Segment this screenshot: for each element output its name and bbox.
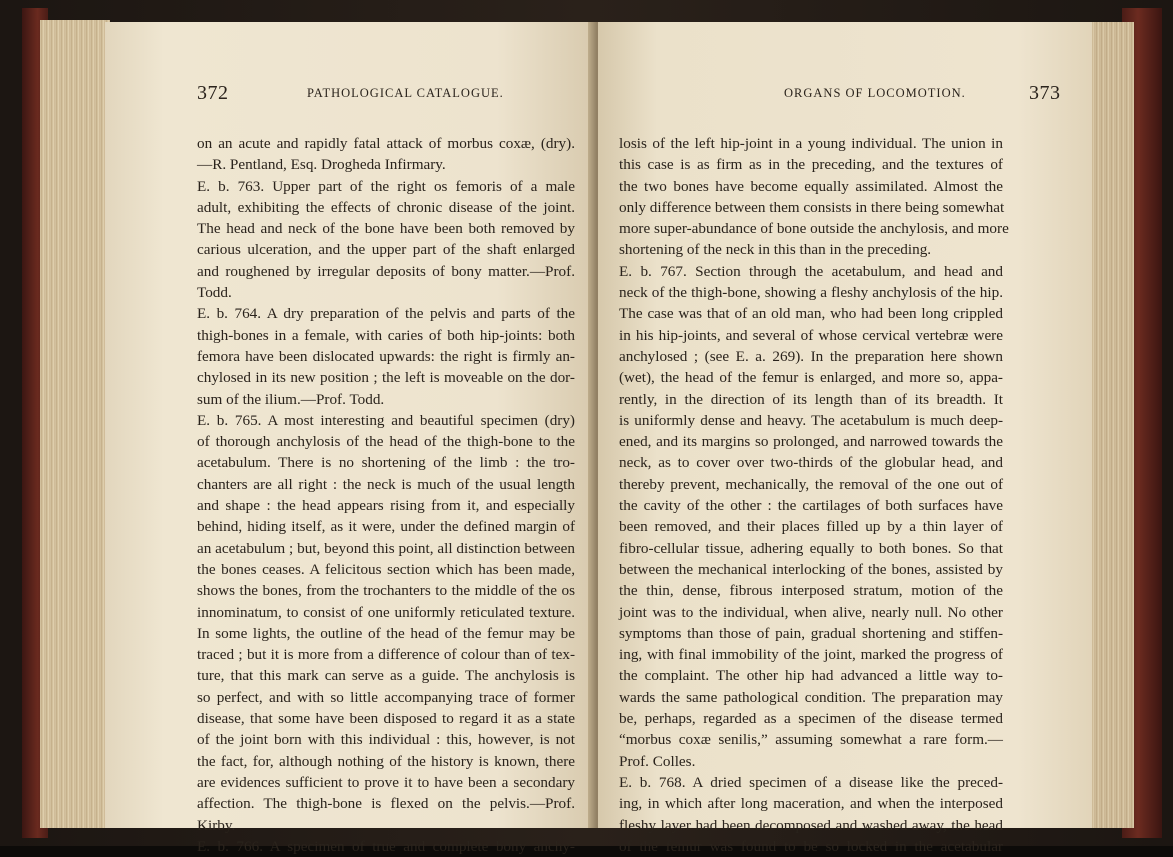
text-line: The head and neck of the bone have been both removed by	[197, 220, 575, 238]
text-line: is uniformly dense and heavy. The acetabulum is much deep-	[619, 411, 1003, 429]
text-line: anchylosed ; (see E. a. 269). In the preparation here shown	[619, 347, 1003, 365]
text-line: the fact, for, although nothing of the history is known, there	[197, 752, 575, 770]
text-line: be, perhaps, regarded as a specimen of the disease termed	[619, 710, 1003, 728]
text-line: only difference between them consists in there being somewhat	[619, 198, 1005, 216]
text-line: affection. The thigh-bone is flexed on the pelvis.—Prof.	[197, 795, 575, 813]
text-line: been removed, and their places filled up by a thin layer of	[619, 518, 1003, 536]
text-line: losis of the left hip-joint in a young individual. The union in	[619, 135, 1003, 152]
text-line: ing, in which after long maceration, and when the interposed	[619, 795, 1003, 813]
right-page-header	[619, 82, 1069, 106]
right-page	[598, 22, 1092, 855]
text-line: ened, and its margins so prolonged, and narrowed towards the	[619, 433, 1003, 451]
text-line: shows the bones, from the trochanters to the middle of the os	[197, 582, 575, 600]
right-page-body	[619, 133, 1009, 857]
text-line: the bones ceases. A felicitous section which has been made,	[197, 560, 575, 578]
left-page-body	[197, 133, 575, 857]
text-line: chylosed in its new position ; the left is moveable on the dor-	[197, 369, 575, 387]
text-line: adult, exhibiting the effects of chronic disease of the joint.	[197, 198, 575, 216]
text-line: The case was that of an old man, who had been long crippled	[619, 305, 1003, 323]
text-line: chanters are all right : the neck is much of the usual length	[197, 475, 575, 493]
text-line: E. b. 768. A dried specimen of a disease like the preced-	[619, 773, 1003, 791]
text-line: acetabulum. There is no shortening of the limb : the tro-	[197, 454, 575, 472]
text-line: Kirby.	[197, 816, 236, 834]
text-line: Todd.	[197, 284, 232, 302]
text-line: joint was to the individual, when alive, nearly null. No other	[619, 603, 1003, 621]
text-line: sum of the ilium.—Prof. Todd.	[197, 390, 385, 408]
text-line: the complaint. The other hip had advanced a little way to-	[619, 667, 1003, 685]
text-line: an acetabulum ; but, beyond this point, all distinction between	[197, 539, 575, 557]
text-line: E. b. 766. A specimen of true and complete bony anchy-	[197, 837, 575, 855]
text-line: more super-abundance of bone outside the anchylosis, and more	[619, 220, 1009, 238]
text-line: this case is as firm as in the preceding, and the textures of	[619, 156, 1003, 174]
text-line: disease, that some have been disposed to regard it as a state	[197, 710, 575, 728]
left-page-header	[197, 82, 575, 106]
text-line: between the mechanical interlocking of the bones, assisted by	[619, 560, 1003, 578]
text-line: In some lights, the outline of the head of the femur may be	[197, 624, 575, 642]
text-line: shortening of the neck in this than in the preceding.	[619, 241, 932, 259]
text-line: E. b. 767. Section through the acetabulum, and head and	[619, 262, 1003, 280]
text-line: the cavity of the other : the cartilages of both surfaces have	[619, 497, 1003, 515]
text-line: wards the same pathological condition. The preparation may	[619, 688, 1003, 706]
text-line: thereby prevent, mechanically, the removal of the one out of	[619, 475, 1003, 493]
page-edges-left	[40, 20, 110, 828]
text-line: rently, in the direction of its length than of its breadth. It	[619, 390, 1003, 408]
page-edges-right	[1090, 22, 1134, 828]
text-line: “morbus coxæ senilis,” assuming somewhat a rare form.—	[619, 731, 1003, 749]
text-line: neck, as to cover over two-thirds of the globular head, and	[619, 454, 1003, 472]
text-line: behind, hiding itself, as it were, under the defined margin of	[197, 518, 575, 536]
text-line: of thorough anchylosis of the head of the thigh-bone to the	[197, 433, 575, 451]
text-line: traced ; but it is more from a difference of colour than of tex-	[197, 646, 575, 664]
text-line: are evidences sufficient to prove it to have been a secondary	[197, 773, 575, 791]
text-line: E. b. 763. Upper part of the right os femoris of a male	[197, 177, 575, 195]
text-line: and shape : the head appears rising from it, and especially	[197, 497, 575, 515]
running-head: PATHOLOGICAL CATALOGUE.	[307, 86, 504, 100]
text-line: thigh-bones in a female, with caries of both hip-joints: both	[197, 326, 575, 344]
text-line: carious ulceration, and the upper part of the shaft enlarged	[197, 241, 575, 259]
text-line: on an acute and rapidly fatal attack of morbus coxæ, (dry).	[197, 135, 575, 152]
text-line: femora have been dislocated upwards: the right is firmly an-	[197, 347, 575, 365]
page-number: 373	[1029, 82, 1061, 104]
text-line: innominatum, to consist of one uniformly reticulated texture.	[197, 603, 575, 621]
text-line: and roughened by irregular deposits of bony matter.—Prof.	[197, 262, 575, 280]
text-line: ture, that this mark can serve as a guide. The anchylosis is	[197, 667, 575, 685]
text-line: neck of the thigh-bone, showing a fleshy anchylosis of the hip.	[619, 284, 1003, 302]
text-line: fleshy layer had been decomposed and washed away, the head	[619, 816, 1003, 834]
text-line: of the femur was found to be so locked in the acetabular	[619, 837, 1003, 855]
text-line: of the joint born with this individual : this, however, is not	[197, 731, 575, 749]
text-line: the thin, dense, fibrous interposed stratum, motion of the	[619, 582, 1003, 600]
text-line: E. b. 764. A dry preparation of the pelvis and parts of the	[197, 305, 575, 323]
text-line: in his hip-joints, and several of whose cervical vertebræ were	[619, 326, 1003, 344]
text-line: symptoms than those of pain, gradual shortening and stiffen-	[619, 624, 1003, 642]
text-line: so perfect, and with so little accompanying trace of former	[197, 688, 575, 706]
text-line: (wet), the head of the femur is enlarged, and more so, appa-	[619, 369, 1003, 387]
page-number: 372	[197, 82, 229, 104]
text-line: E. b. 765. A most interesting and beautiful specimen (dry)	[197, 411, 575, 429]
text-line: the two bones have become equally assimilated. Almost the	[619, 177, 1003, 195]
text-line: —R. Pentland, Esq. Drogheda Infirmary.	[197, 156, 446, 174]
text-line: fibro-cellular tissue, adhering equally to both bones. So that	[619, 539, 1003, 557]
text-line: ing, with final immobility of the joint, marked the progress of	[619, 646, 1003, 664]
left-page	[105, 22, 595, 855]
running-head: ORGANS OF LOCOMOTION.	[784, 86, 966, 100]
text-line: Prof. Colles.	[619, 752, 696, 770]
